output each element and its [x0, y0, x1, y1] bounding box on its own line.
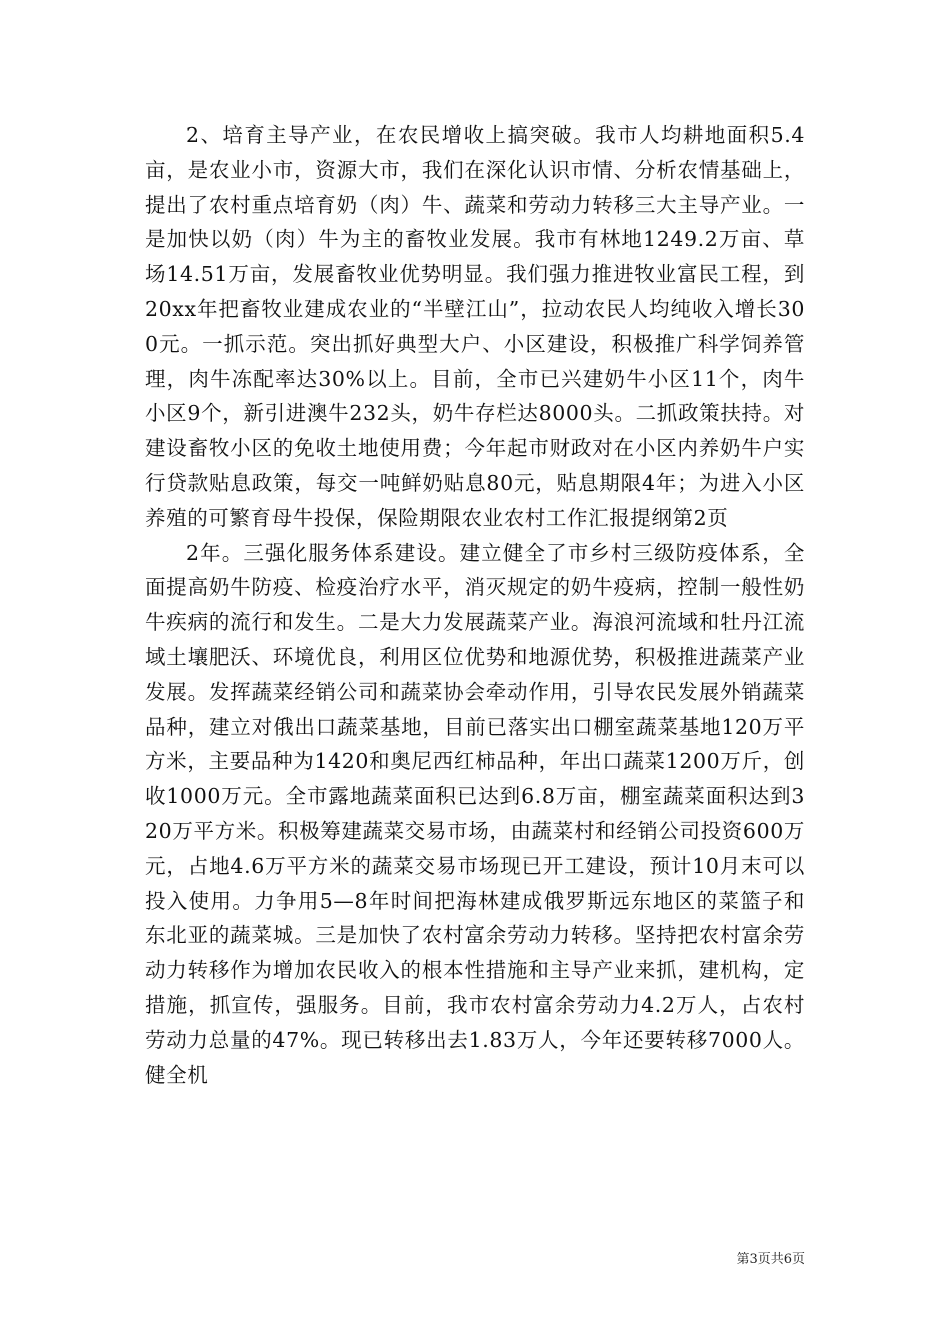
paragraph-1: 2、培育主导产业，在农民增收上搞突破。我市人均耕地面积5.4亩，是农业小市，资源大市，我们在深化认识市情、分析农情基础上，提出了农村重点培育奶（肉）牛、蔬菜和劳动力转移三大主导产业。一是加快以奶（肉）牛为主的畜牧业发展。我市有林地1249.2万亩、草场14.51万亩，发展畜牧业优势明显。我们强力推进牧业富民工程，到20xx年把畜牧业建成农业的“半壁江山”，拉动农民人均纯收入增长300元。一抓示范。突出抓好典型大户、小区建设，积极推广科学饲养管理，肉牛冻配率达30%以上。目前，全市已兴建奶牛小区11个，肉牛小区9个，新引进澳牛232头，奶牛存栏达8000头。二抓政策扶持。对建设畜牧小区的免收土地使用费；今年起市财政对在小区内养奶牛户实行贷款贴息政策，每交一吨鲜奶贴息80元，贴息期限4年；为进入小区养殖的可繁育母牛投保，保险期限农业农村工作汇报提纲第2页: [145, 123, 805, 530]
paragraph-2: 2年。三强化服务体系建设。建立健全了市乡村三级防疫体系，全面提高奶牛防疫、检疫治疗水平，消灭规定的奶牛疫病，控制一般性奶牛疾病的流行和发生。二是大力发展蔬菜产业。海浪河流域和牡丹江流域土壤肥沃、环境优良，利用区位优势和地源优势，积极推进蔬菜产业发展。发挥蔬菜经销公司和蔬菜协会牵动作用，引导农民发展外销蔬菜品种，建立对俄出口蔬菜基地，目前已落实出口棚室蔬菜基地120万平方米，主要品种为1420和奥尼西红柿品种，年出口蔬菜1200万斤，创收1000万元。全市露地蔬菜面积已达到6.8万亩，棚室蔬菜面积达到320万平方米。积极筹建蔬菜交易市场，由蔬菜村和经销公司投资600万元，占地4.6万平方米的蔬菜交易市场现已开工建设，预计10月末可以投入使用。力争用5—8年时间把海林建成俄罗斯远东地区的菜篮子和东北亚的蔬菜城。三是加快了农村富余劳动力转移。坚持把农村富余劳动力转移作为增加农民收入的根本性措施和主导产业来抓，建机构，定措施，抓宣传，强服务。目前，我市农村富余劳动力4.2万人，占农村劳动力总量的47%。现已转移出去1.83万人，今年还要转移7000人。健全机: [145, 540, 805, 1087]
page-number: 第3页共6页: [736, 1252, 805, 1267]
document-body: [145, 118, 805, 1092]
